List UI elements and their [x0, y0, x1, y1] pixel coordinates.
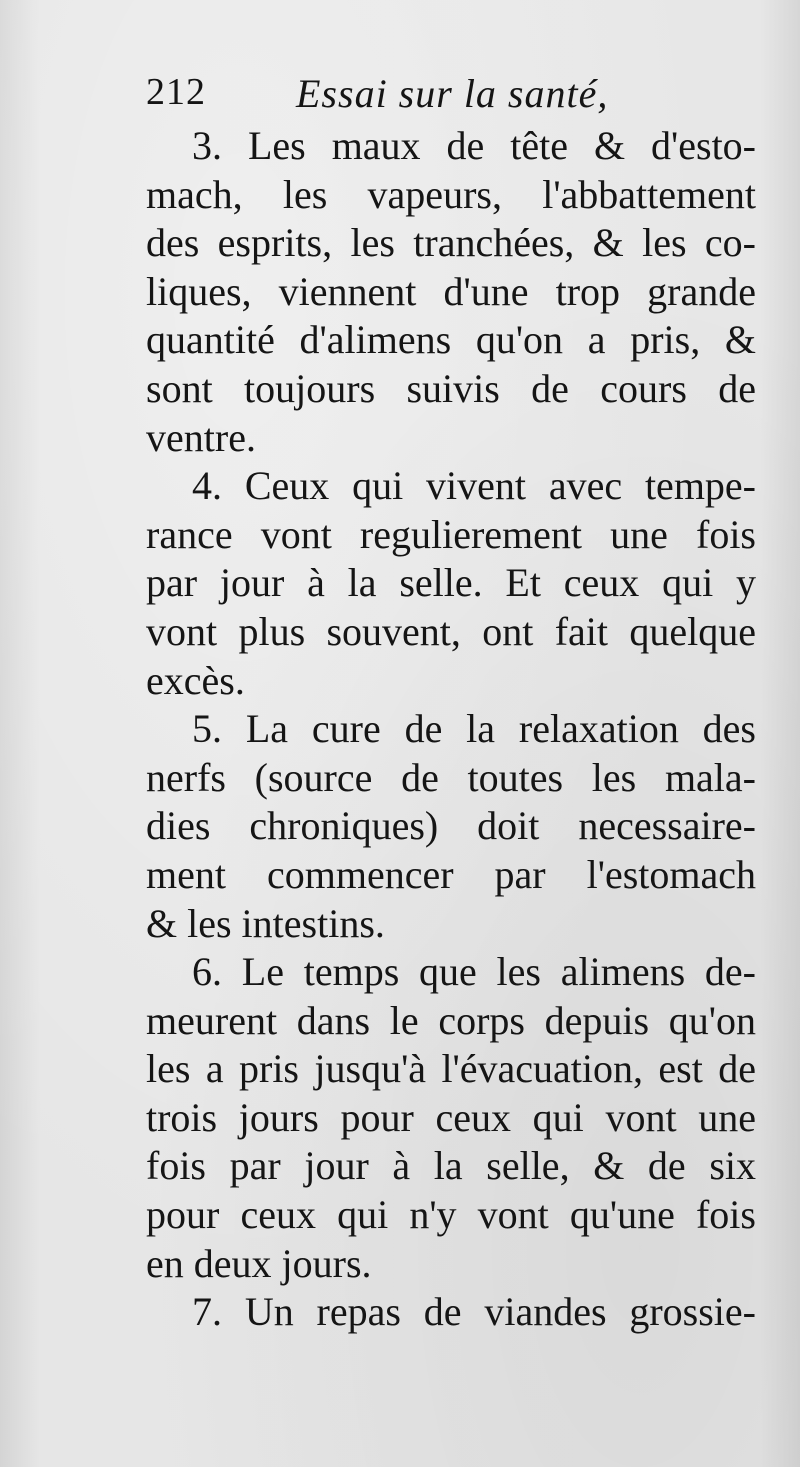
text-line: pour ceux qui n'y vont qu'une fois: [146, 1192, 756, 1238]
text-line: 7. Un repas de viandes grossie-: [192, 1289, 756, 1335]
text-line: trois jours pour ceux qui vont une: [146, 1094, 756, 1140]
text-line: par jour à la selle. Et ceux qui y: [146, 560, 756, 606]
text-line: 5. La cure de la relaxation des: [192, 706, 756, 752]
text-line: liques, viennent d'une trop grande: [146, 268, 756, 314]
text-line: dies chroniques) doit necessaire-: [146, 803, 756, 849]
text-line: 3. Les maux de tête & d'esto-: [192, 123, 756, 168]
page-header: [146, 70, 756, 126]
text-line: fois par jour à la selle, & de six: [146, 1143, 756, 1189]
paragraph-7: [146, 1288, 756, 1337]
text-line: mach, les vapeurs, l'abbattement: [146, 171, 756, 217]
text-line: des esprits, les tranchées, & les co-: [146, 220, 756, 266]
paragraph-3: [146, 122, 756, 462]
text-line: 4. Ceux qui vivent avec tempe-: [192, 463, 756, 509]
text-line: ment commencer par l'estomach: [146, 851, 756, 897]
text-line: rance vont regulierement une fois: [146, 511, 756, 557]
paragraph-5: [146, 705, 756, 948]
text-line: sont toujours suivis de cours de: [146, 365, 756, 411]
paragraph-6: [146, 948, 756, 1288]
text-line: & les intestins.: [146, 900, 385, 946]
text-line: vont plus souvent, ont fait quelque: [146, 608, 756, 654]
text-line: les a pris jusqu'à l'évacuation, est de: [146, 1046, 756, 1092]
text-line: quantité d'alimens qu'on a pris, &: [146, 317, 756, 363]
page-number: 212: [146, 71, 206, 113]
text-line: nerfs (source de toutes les mala-: [146, 754, 756, 800]
body-text: [146, 122, 756, 1337]
text-line: excès.: [146, 657, 245, 703]
text-line: en deux jours.: [146, 1240, 372, 1286]
text-line: 6. Le temps que les alimens de-: [192, 949, 756, 995]
text-line: ventre.: [146, 414, 256, 460]
running-title: Essai sur la santé,: [296, 71, 609, 116]
paragraph-4: [146, 462, 756, 705]
text-line: meurent dans le corps depuis qu'on: [146, 997, 756, 1043]
